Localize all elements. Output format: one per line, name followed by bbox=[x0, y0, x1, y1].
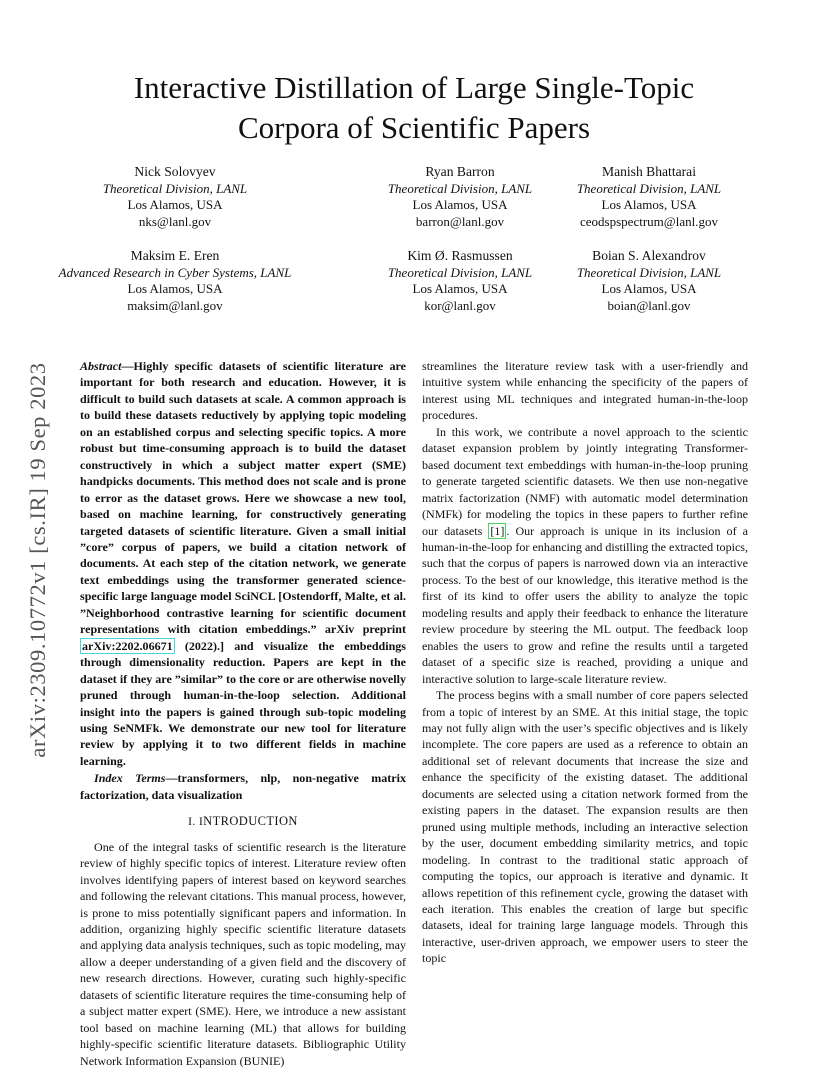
intro-paragraph: One of the integral tasks of scientific research is the literature review of highly specific topics of interest. Literature review often involves identifying papers of interest based on keyword searches and following the relevant citations. This manual process, however, is prone to miss potentially significant papers and information. In addition, organizing highly specific scientific literature datasets and applying data analysis techniques, such as topic modeling, may allow a deeper understanding of a given field and the discovery of new research directions. However, curating such highly-specific datasets of scientific literature requires the time-consuming help of a subject matter expert (SME). Here, we introduce a new assistant tool based on machine learning (ML) that allows for building highly-specific scientific literature datasets. Bibliographic Utility Network Information Expansion (BUNIE) bbox=[80, 839, 406, 1068]
author-email: maksim@lanl.gov bbox=[127, 298, 223, 314]
author-name: Kim Ø. Rasmussen bbox=[407, 248, 513, 263]
process-paragraph: The process begins with a small number of core papers selected from a topic of interest by an SME. At this initial stage, the topic may not fully align with the user’s specific objectives and is likely incomplete. The core papers are used as a reference to obtain an additional set of relevant documents that increase the size and enhance the specificity of the existing dataset. The additional documents are selected using a citation network formed from the existing papers in the dataset. The expansion results are then pruned using multiple methods, including an interactive selection by the user, document embedding similarity metrics, and topic modeling. In contrast to the traditional static approach of computing the topics, our approach is iterative and dynamic. It allows repetition of this refinement cycle, growing the dataset with each iteration. This enables the creation of large but specific datasets, ideal for training large language models. Through this interactive, user-driven approach, we empower users to steer the topic bbox=[422, 688, 748, 966]
author-location: Los Alamos, USA bbox=[127, 281, 223, 297]
contribution-paragraph: In this work, we contribute a novel approach to the scientic dataset expansion problem by jointly integrating Transformer-based document text embeddings with human-in-the-loop pruning to generate targeted scientific datasets. We then use non-negative matrix factorization (NMF) with automatic model determination (NMFk) for modeling the topics in these papers to further refine our datasets [1] . Our approach is unique in its inclusion of a human-in-the-loop for enhancing and distilling the extracted topics, such that the corpus of papers is narrowed down via an interactive process. To the best of our knowledge, this iterative method is the first of its kind to offer users the ability to analyze the topic modeling results and apply their feedback to enhance the literature review procedure by steering the ML output. The feedback loop enables the users to grow and refine the results until a targeted dataset of a specific size is reached, providing a unique and interactive solution to large-scale literature review. bbox=[422, 424, 748, 686]
abstract-lead: Abstract bbox=[80, 359, 122, 373]
author-affiliation: Theoretical Division, LANL bbox=[576, 180, 722, 196]
author-card bbox=[35, 164, 315, 231]
author-affiliation: Theoretical Division, LANL bbox=[576, 264, 722, 280]
abstract bbox=[80, 358, 406, 769]
author-location: Los Alamos, USA bbox=[412, 197, 508, 213]
paper-title bbox=[64, 68, 764, 148]
index-terms-text: —transformers, nlp, non-negative matrix factorization, data visualization bbox=[80, 771, 407, 802]
intro-paragraph-continued: streamlines the literature review task with a user-friendly and intuitive system while enhancing the specificity of the papers of interest using ML techniques and integrated human-in-the-loop procedures. bbox=[422, 359, 748, 423]
author-email: boian@lanl.gov bbox=[607, 298, 691, 314]
author-name: Maksim E. Eren bbox=[130, 248, 220, 263]
right-column bbox=[422, 358, 748, 967]
author-name: Boian S. Alexandrov bbox=[592, 248, 706, 263]
author-card bbox=[509, 248, 789, 315]
author-name: Nick Solovyev bbox=[134, 164, 216, 179]
author-name: Manish Bhattarai bbox=[601, 164, 696, 179]
author-email: ceodspspectrum@lanl.gov bbox=[580, 214, 718, 230]
author-location: Los Alamos, USA bbox=[601, 197, 697, 213]
author-affiliation: Advanced Research in Cyber Systems, LANL bbox=[58, 264, 292, 280]
author-card bbox=[35, 248, 315, 315]
author-email: kor@lanl.gov bbox=[424, 298, 496, 314]
arxiv-reference-link[interactable]: arXiv:2202.06671 bbox=[82, 638, 173, 653]
author-affiliation: Theoretical Division, LANL bbox=[387, 180, 533, 196]
author-affiliation: Theoretical Division, LANL bbox=[102, 180, 248, 196]
title-line-1: Interactive Distillation of Large Single-Topic bbox=[133, 70, 695, 105]
abstract-text: —Highly specific datasets of scientific literature are important for both research and education. However, it is difficult to build such datasets at scale. A common approach is to build these datasets reductively by applying topic modeling on an established corpus and selecting specific topics. A more robust but time-consuming approach is to build the dataset constructively in which a subject matter expert (SME) handpicks documents. This method does not scale and is prone to error as the dataset grows. Here we showcase a new tool, based on machine learning, for constructively generating targeted datasets of scientific literature. Given a small initial ”core” corpus of papers, we build a citation network of documents. At each step of the citation network, we generate text embeddings using the transformer generated science-specific large language model SciNCL [Ostendorff, Malte, et al. ”Neighborhood contrastive learning for scientific document representations with citation embeddings.” arXiv preprint bbox=[80, 359, 406, 637]
title-line-2: Corpora of Scientific Papers bbox=[237, 110, 591, 145]
author-location: Los Alamos, USA bbox=[412, 281, 508, 297]
author-email: barron@lanl.gov bbox=[415, 214, 505, 230]
section-heading-introduction: I. INTRODUCTION bbox=[188, 814, 298, 829]
author-card bbox=[509, 164, 789, 231]
author-email: nks@lanl.gov bbox=[138, 214, 212, 230]
index-terms-lead: Index Terms bbox=[94, 771, 166, 786]
index-terms bbox=[80, 770, 406, 803]
author-affiliation: Theoretical Division, LANL bbox=[387, 264, 533, 280]
citation-link[interactable]: [1] bbox=[490, 523, 505, 538]
author-name: Ryan Barron bbox=[425, 164, 495, 179]
abstract-text-end: (2022).] and visualize the embeddings through dimensionality reduction. Papers are kept in the dataset if they are ”similar” to the core or are otherwise novelly pruned through human-in-the-loop selection. Additional insight into the papers is gained through sub-topic modeling using SeNMFk. We demonstrate our new tool for literature review by applying it to two different fields in machine learning. bbox=[80, 638, 406, 768]
author-location: Los Alamos, USA bbox=[127, 197, 223, 213]
left-column bbox=[80, 358, 406, 1069]
author-location: Los Alamos, USA bbox=[601, 281, 697, 297]
arxiv-identifier-text: arXiv:2309.10772v1 [cs.IR] 19 Sep 2023 bbox=[25, 362, 50, 758]
